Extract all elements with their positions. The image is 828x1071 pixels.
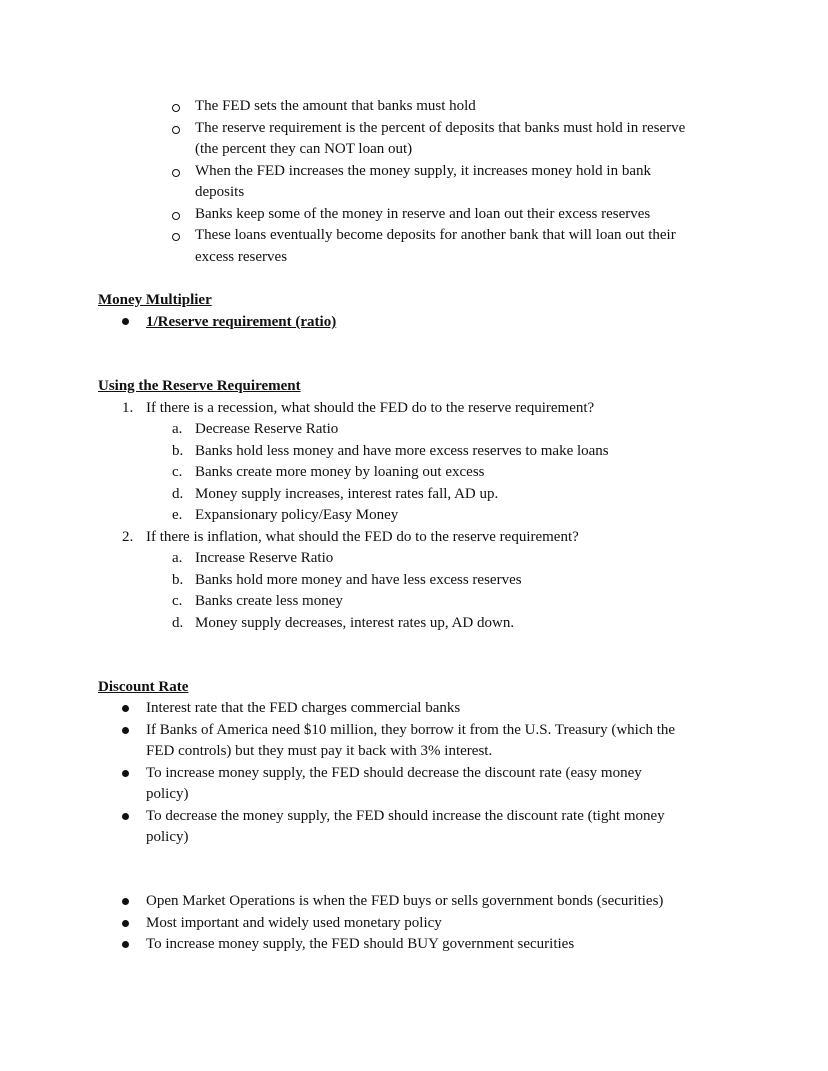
list-item: If Banks of America need $10 million, they borrow it from the U.S. Treasury (which the — [146, 722, 676, 738]
section-heading-using-reserve: Using the Reserve Requirement — [98, 378, 301, 394]
section-heading-discount-rate: Discount Rate — [98, 679, 189, 695]
question-text: If there is inflation, what should the FED do to the reserve requirement? — [146, 529, 579, 545]
question-number: 1. — [122, 400, 134, 416]
bullet-icon — [122, 920, 129, 927]
bullet-icon — [122, 813, 129, 820]
list-item-continuation: policy) — [146, 786, 189, 802]
list-item-continuation: policy) — [146, 829, 189, 845]
list-item-continuation: FED controls) but they must pay it back with 3% interest. — [146, 743, 493, 759]
answer-text: Increase Reserve Ratio — [195, 550, 334, 566]
list-item: When the FED increases the money supply, it increases money hold in bank — [195, 163, 651, 179]
section-heading-money-multiplier: Money Multiplier — [98, 292, 212, 308]
list-item-continuation: deposits — [195, 184, 245, 200]
answer-letter: a. — [172, 421, 183, 437]
answer-letter: b. — [172, 572, 184, 588]
circle-bullet-icon — [172, 169, 180, 177]
circle-bullet-icon — [172, 126, 180, 134]
list-item: These loans eventually become deposits for another bank that will loan out their — [195, 227, 676, 243]
answer-letter: d. — [172, 615, 184, 631]
list-item: 1/Reserve requirement (ratio) — [146, 314, 337, 330]
list-item: Open Market Operations is when the FED buys or sells government bonds (securities) — [146, 893, 664, 909]
list-item: The reserve requirement is the percent of deposits that banks must hold in reserve — [195, 120, 686, 136]
list-item: To decrease the money supply, the FED should increase the discount rate (tight money — [146, 808, 665, 824]
bullet-icon — [122, 705, 129, 712]
answer-letter: c. — [172, 464, 183, 480]
circle-bullet-icon — [172, 233, 180, 241]
bullet-icon — [122, 318, 129, 325]
list-item: Most important and widely used monetary policy — [146, 915, 442, 931]
bullet-icon — [122, 898, 129, 905]
question-text: If there is a recession, what should the FED do to the reserve requirement? — [146, 400, 595, 416]
circle-bullet-icon — [172, 212, 180, 220]
list-item: Banks keep some of the money in reserve and loan out their excess reserves — [195, 206, 651, 222]
answer-text: Expansionary policy/Easy Money — [195, 507, 399, 523]
question-number: 2. — [122, 529, 134, 545]
circle-bullet-icon — [172, 104, 180, 112]
list-item: To increase money supply, the FED should decrease the discount rate (easy money — [146, 765, 642, 781]
answer-text: Banks hold less money and have more excess reserves to make loans — [195, 443, 609, 459]
bullet-icon — [122, 770, 129, 777]
list-item: Interest rate that the FED charges commercial banks — [146, 700, 461, 716]
answer-letter: a. — [172, 550, 183, 566]
answer-letter: b. — [172, 443, 184, 459]
list-item-continuation: (the percent they can NOT loan out) — [195, 141, 413, 157]
answer-text: Decrease Reserve Ratio — [195, 421, 339, 437]
answer-text: Banks hold more money and have less excess reserves — [195, 572, 522, 588]
answer-letter: c. — [172, 593, 183, 609]
answer-letter: d. — [172, 486, 184, 502]
answer-text: Money supply decreases, interest rates up, AD down. — [195, 615, 515, 631]
answer-text: Money supply increases, interest rates fall, AD up. — [195, 486, 499, 502]
list-item: The FED sets the amount that banks must hold — [195, 98, 476, 114]
answer-text: Banks create less money — [195, 593, 343, 609]
bullet-icon — [122, 727, 129, 734]
list-item-continuation: excess reserves — [195, 249, 288, 265]
bullet-icon — [122, 941, 129, 948]
answer-letter: e. — [172, 507, 183, 523]
answer-text: Banks create more money by loaning out excess — [195, 464, 485, 480]
list-item: To increase money supply, the FED should BUY government securities — [146, 936, 575, 952]
